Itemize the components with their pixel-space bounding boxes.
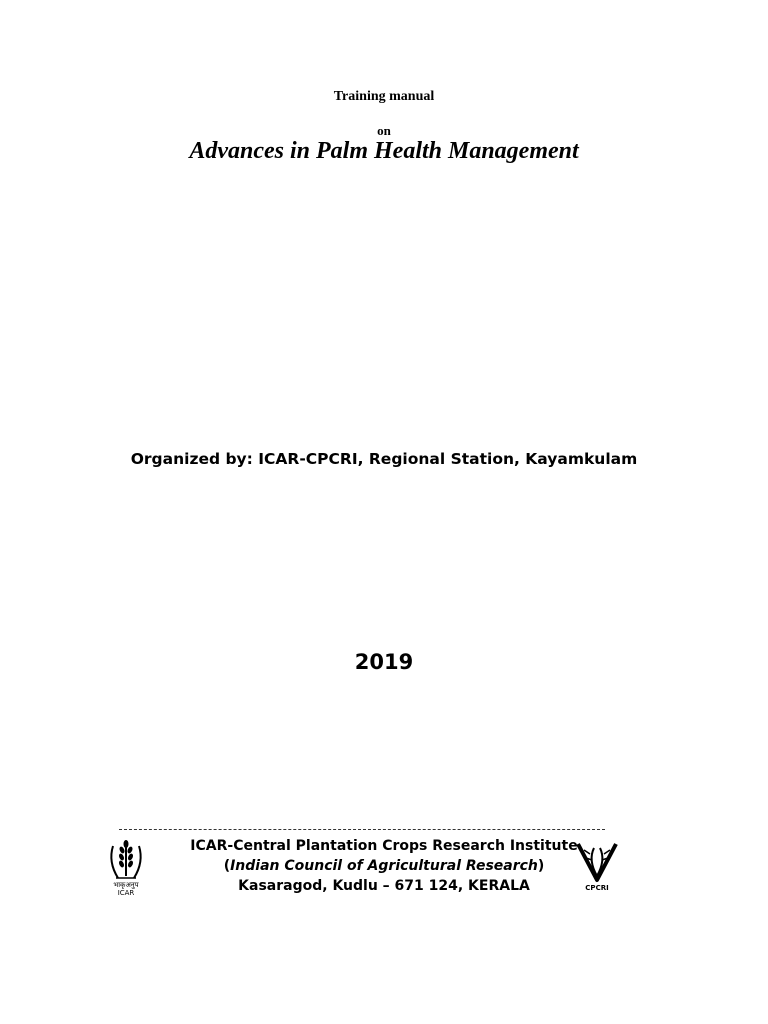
icar-logo-text: ICAR (117, 889, 135, 897)
parent-org-name: Indian Council of Agricultural Research (230, 858, 538, 874)
footer-address-block (184, 836, 584, 896)
institute-address: Kasaragod, Kudlu – 671 124, KERALA (238, 878, 530, 894)
footer-divider (119, 829, 605, 830)
organizer-line: Organized by: ICAR-CPCRI, Regional Station, Kayamkulam (130, 450, 638, 468)
institute-name: ICAR-Central Plantation Crops Research Institute (190, 838, 578, 854)
document-title: Advances in Palm Health Management (189, 138, 579, 164)
cpcri-logo-caption: CPCRI (585, 884, 609, 892)
parent-organization (184, 856, 584, 876)
icar-logo-caption (104, 881, 148, 897)
parent-org-open-paren: ( (223, 858, 231, 874)
parent-org-close-paren: ) (537, 858, 545, 874)
publication-year: 2019 (354, 650, 414, 674)
icar-logo-native-text: भाकृअनुप (113, 881, 139, 889)
title-connector: on (377, 123, 391, 138)
document-type: Training manual (333, 89, 435, 104)
